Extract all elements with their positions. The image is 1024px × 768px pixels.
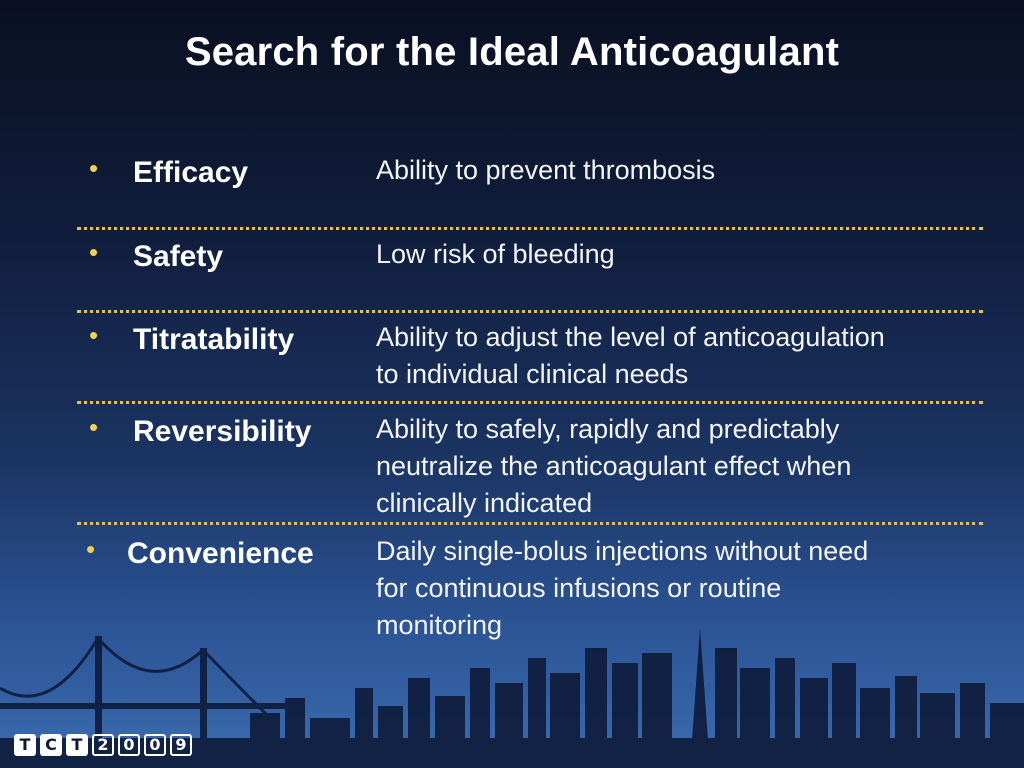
- bullet-icon: •: [89, 320, 99, 350]
- term-description: [376, 236, 986, 273]
- logo-digit: 9: [170, 734, 192, 756]
- dotted-divider: [77, 310, 983, 313]
- logo-letter: C: [40, 734, 62, 756]
- slide-title: Search for the Ideal Anticoagulant: [184, 30, 840, 74]
- term-label: Reversibility: [133, 415, 312, 448]
- tct-2009-logo: [14, 734, 192, 756]
- description-line: clinically indicated: [376, 488, 593, 518]
- term-label: Efficacy: [133, 156, 249, 189]
- bullet-icon: •: [89, 412, 99, 442]
- logo-digit: 2: [92, 734, 114, 756]
- description-line: monitoring: [376, 610, 503, 640]
- description-line: Ability to safely, rapidly and predictably: [376, 414, 840, 444]
- description-line: to individual clinical needs: [376, 359, 689, 389]
- bullet-icon: •: [89, 153, 99, 183]
- logo-letter: T: [14, 734, 36, 756]
- bullet-icon: •: [89, 237, 99, 267]
- bullet-icon: •: [86, 534, 96, 564]
- term-label: Titratability: [133, 323, 295, 356]
- dotted-divider: [77, 227, 983, 230]
- logo-letter: T: [66, 734, 88, 756]
- dotted-divider: [77, 401, 983, 404]
- term-description: [376, 152, 986, 189]
- description-line: Low risk of bleeding: [376, 239, 615, 269]
- term-description: [376, 411, 986, 522]
- logo-digit: 0: [144, 734, 166, 756]
- description-line: for continuous infusions or routine: [376, 573, 782, 603]
- description-line: Ability to adjust the level of anticoagulation: [376, 322, 885, 352]
- logo-digit: 0: [118, 734, 140, 756]
- dotted-divider: [77, 522, 983, 525]
- term-label: Safety: [133, 240, 224, 273]
- term-description: [376, 319, 986, 393]
- description-line: neutralize the anticoagulant effect when: [376, 451, 852, 481]
- term-label: Convenience: [127, 537, 314, 570]
- description-line: Ability to prevent thrombosis: [376, 155, 716, 185]
- description-line: Daily single-bolus injections without need: [376, 536, 869, 566]
